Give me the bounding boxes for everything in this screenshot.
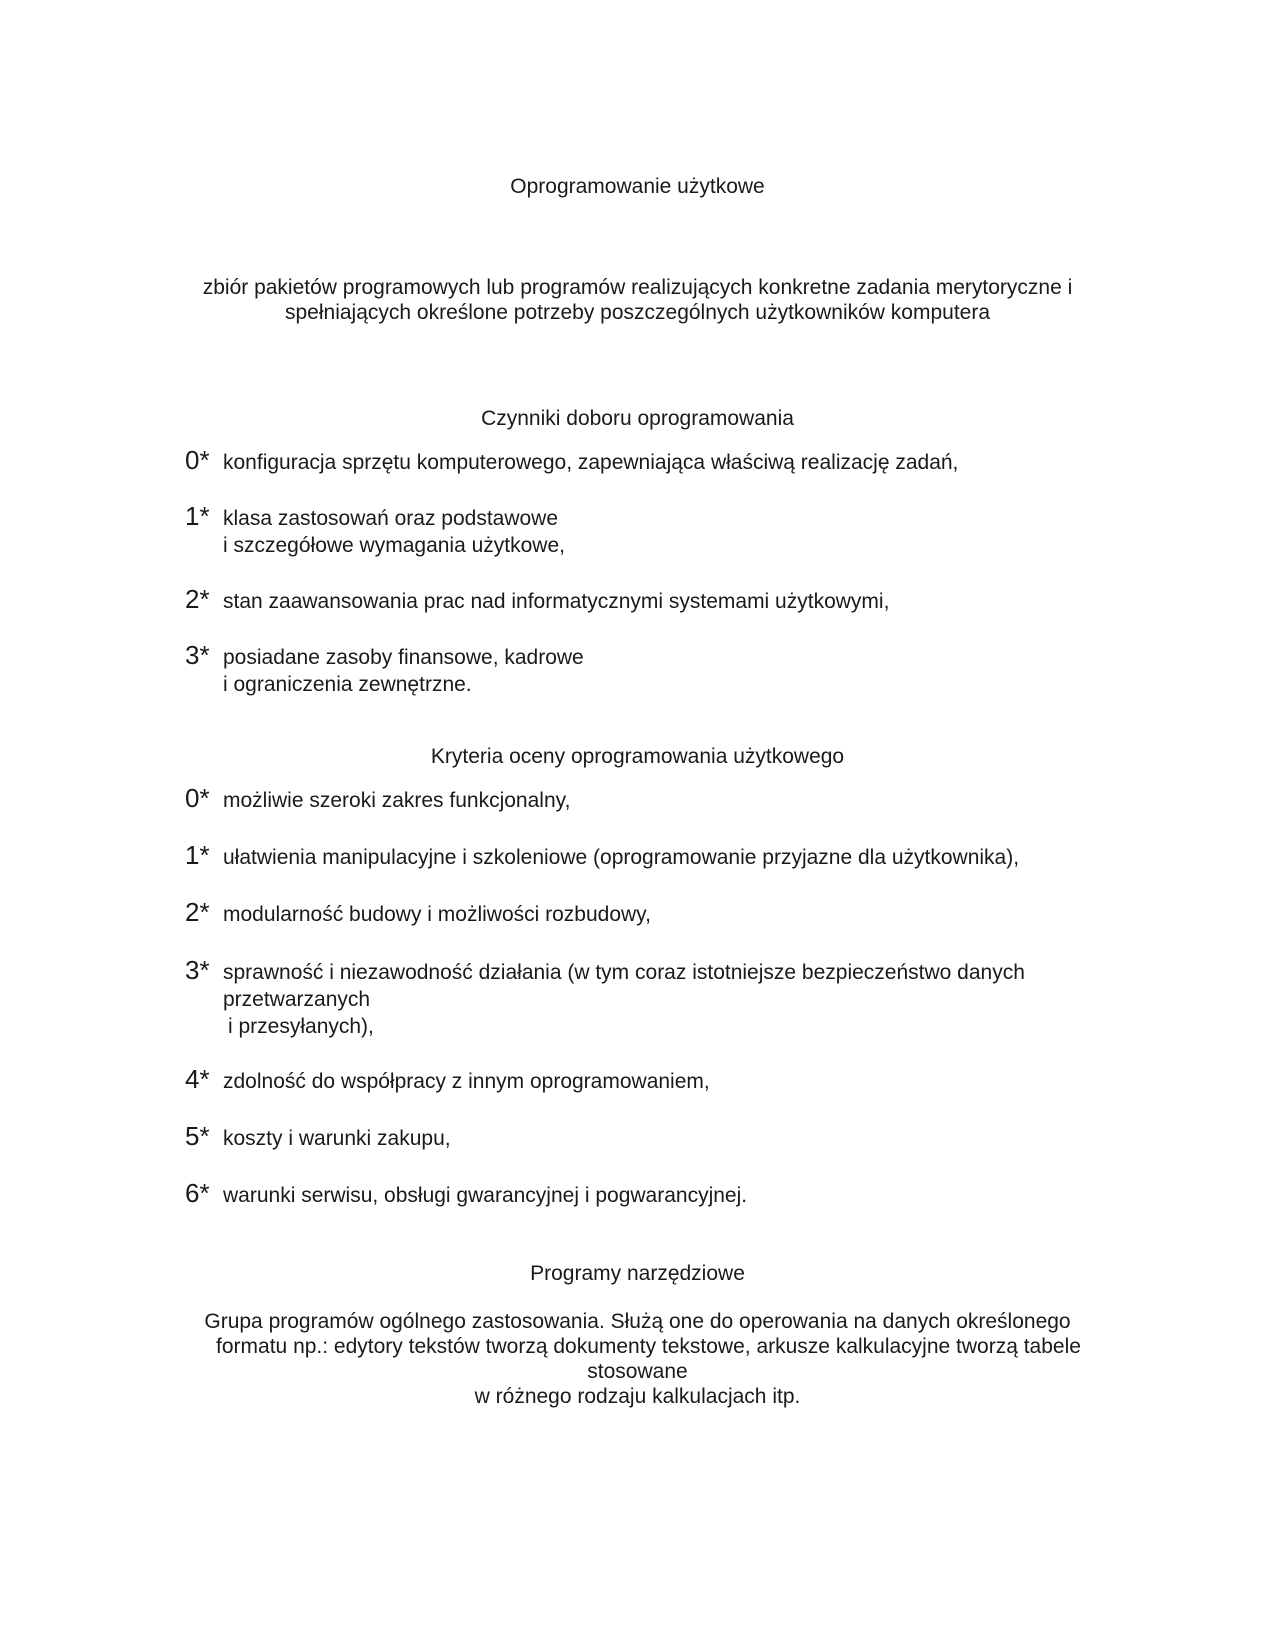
item-number: 2* <box>185 897 210 927</box>
item-number: 6* <box>185 1178 210 1208</box>
tools-heading: Programy narzędziowe <box>530 1262 745 1285</box>
item-number: 5* <box>185 1121 210 1151</box>
criteria-heading: Kryteria oceny oprogramowania użytkowego <box>430 745 845 768</box>
intro-line: zbiór pakietów programowych lub programów realizujących konkretne zadania merytoryczne i <box>202 276 1073 299</box>
item-text: klasa zastosowań oraz podstawowe i szczegółowe wymagania użytkowe, <box>223 507 565 557</box>
item-number: 1* <box>185 501 210 531</box>
tools-line: formatu np.: edytory tekstów tworzą dokumenty tekstowe, arkusze kalkulacyjne tworzą tabele <box>216 1335 1081 1358</box>
item-number: 0* <box>185 783 210 813</box>
factors-heading: Czynniki doboru oprogramowania <box>481 407 794 430</box>
item-text: modularność budowy i możliwości rozbudowy, <box>223 903 651 926</box>
item-number: 3* <box>185 640 210 670</box>
tools-line: stosowane <box>587 1360 688 1383</box>
item-number: 0* <box>185 445 210 475</box>
item-text: posiadane zasoby finansowe, kadrowe i ograniczenia zewnętrzne. <box>223 646 584 696</box>
item-text: możliwie szeroki zakres funkcjonalny, <box>223 789 571 812</box>
item-number: 4* <box>185 1064 210 1094</box>
item-number: 1* <box>185 840 210 870</box>
document-title: Oprogramowanie użytkowe <box>510 175 765 198</box>
item-text: ułatwienia manipulacyjne i szkoleniowe (oprogramowanie przyjazne dla użytkownika), <box>223 846 1020 869</box>
item-number: 3* <box>185 955 210 985</box>
intro-paragraph <box>0 275 1275 325</box>
tools-line: Grupa programów ogólnego zastosowania. Służą one do operowania na danych określonego <box>204 1310 1071 1333</box>
item-text: zdolność do współpracy z innym oprogramowaniem, <box>223 1070 710 1093</box>
item-text: konfiguracja sprzętu komputerowego, zapewniająca właściwą realizację zadań, <box>223 451 959 474</box>
item-text: sprawność i niezawodność działania (w tym coraz istotniejsze bezpieczeństwo danych przetwarzanych i przesyłanych), <box>223 961 1025 1038</box>
item-text: koszty i warunki zakupu, <box>223 1127 451 1150</box>
tools-paragraph <box>0 1309 1275 1409</box>
tools-line: w różnego rodzaju kalkulacjach itp. <box>474 1385 801 1408</box>
item-number: 2* <box>185 584 210 614</box>
item-text: stan zaawansowania prac nad informatycznymi systemami użytkowymi, <box>223 590 890 613</box>
item-text: warunki serwisu, obsługi gwarancyjnej i pogwarancyjnej. <box>223 1184 748 1207</box>
intro-line: spełniających określone potrzeby poszczególnych użytkowników komputera <box>284 301 991 324</box>
